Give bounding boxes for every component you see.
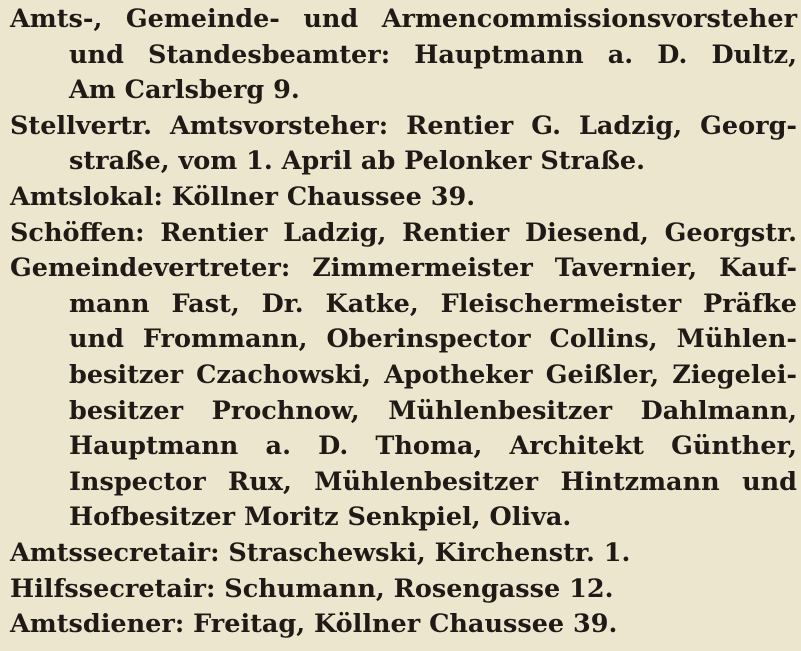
text-line: Inspector Rux, Mühlenbesitzer Hintzmann und <box>69 466 797 497</box>
text-line: Hauptmann a. D. Thoma, Architekt Günther, <box>69 431 797 462</box>
text-line: und Frommann, Oberinspector Collins, Mühlen- <box>69 324 797 355</box>
text-line: Schöffen: Rentier Ladzig, Rentier Diesend, Georgstr. <box>10 217 797 248</box>
text-line: Amtslokal: Köllner Chaussee 39. <box>10 181 476 212</box>
text-line: besitzer Prochnow, Mühlenbesitzer Dahlmann, <box>69 395 797 426</box>
entry-amtsvorsteher <box>10 2 797 109</box>
entry-amtsdiener <box>10 607 797 643</box>
text-line: straße, vom 1. April ab Pelonker Straße. <box>69 146 645 177</box>
text-line: besitzer Czachowski, Apotheker Geißler, Ziegelei- <box>69 359 797 390</box>
text-line: Stellvertr. Amtsvorsteher: Rentier G. Ladzig, Georg- <box>10 110 797 141</box>
entry-amtslokal <box>10 180 797 216</box>
text-line: Amtsdiener: Freitag, Köllner Chaussee 39. <box>10 609 618 640</box>
text-line: und Standesbeamter: Hauptmann a. D. Dultz, <box>69 39 797 70</box>
entry-hilfssecretair <box>10 572 797 608</box>
text-line: Hofbesitzer Moritz Senkpiel, Oliva. <box>69 502 572 533</box>
text-line: Amts-, Gemeinde- und Armencommissionsvorsteher <box>10 4 797 34</box>
entry-stellvertreter <box>10 109 797 180</box>
text-line: Am Carlsberg 9. <box>69 75 300 106</box>
text-line: mann Fast, Dr. Katke, Fleischermeister Präfke <box>69 288 797 319</box>
text-line: Hilfssecretair: Schumann, Rosengasse 12. <box>10 573 614 604</box>
text-line: Gemeindevertreter: Zimmermeister Tavernier, Kauf- <box>10 253 797 284</box>
text-line: Amtssecretair: Straschewski, Kirchenstr. 1. <box>10 537 631 568</box>
entry-amtssecretair <box>10 536 797 572</box>
entry-gemeindevertreter <box>10 251 797 536</box>
entry-schoeffen <box>10 216 797 252</box>
